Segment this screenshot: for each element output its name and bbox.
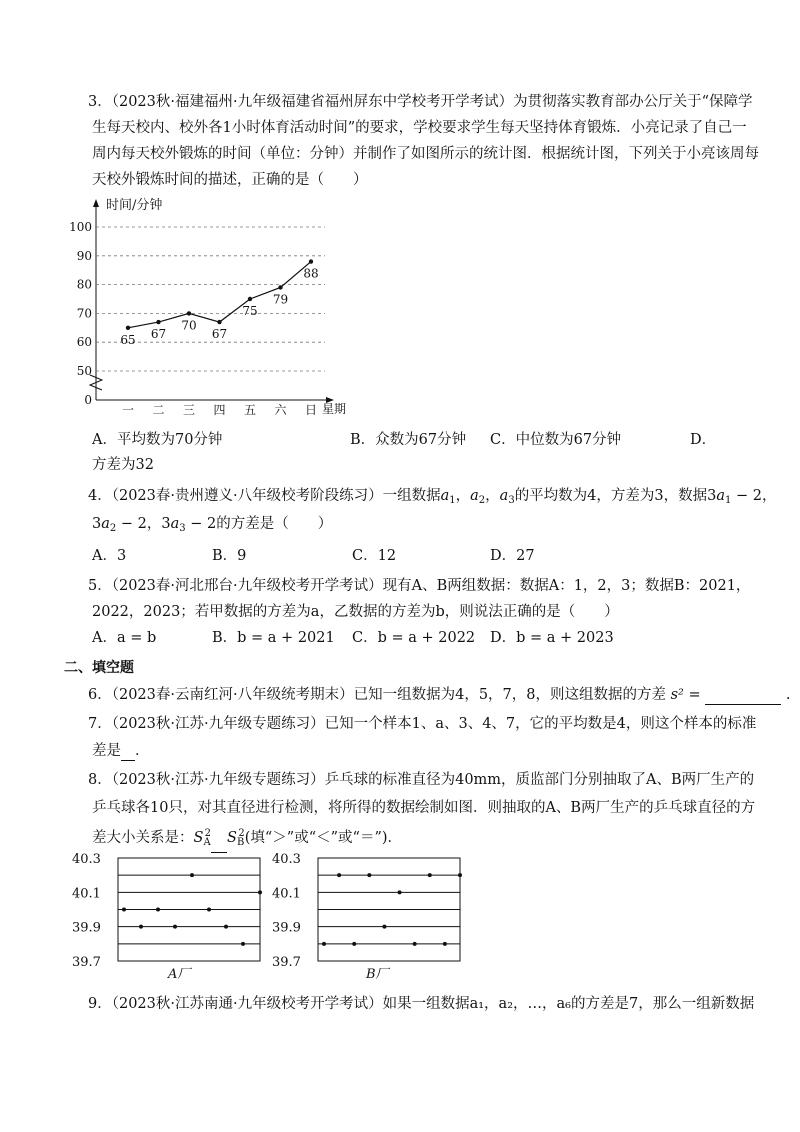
- q5-option-c: C．b = a + 2022: [352, 630, 476, 646]
- data-point: [187, 311, 191, 315]
- y-tick-label: 40.3: [72, 852, 101, 867]
- q4-option-d: D．27: [490, 548, 535, 564]
- q3-line-4: 天校外锻炼时间的描述，正确的是（ ）: [92, 172, 368, 188]
- q7-answer-blank[interactable]: [121, 740, 135, 761]
- q4-line-2: $3a_2 - 2$，$3a_3 - 2$的方差是（ ）: [92, 516, 333, 534]
- q4-option-c: C．12: [352, 548, 397, 564]
- y-tick-label: 70: [76, 306, 92, 321]
- factory-b-label: B厂: [366, 967, 389, 982]
- q5-line-2: 2022，2023；若甲数据的方差为a，乙数据的方差为b，则说法正确的是（ ）: [92, 604, 619, 620]
- data-point: [382, 925, 386, 929]
- q8-line-3: 差大小关系是：$S_A^2$ $S_B^2$(填“＞”或“＜”或“＝”)．: [92, 824, 402, 853]
- q7-line-2: [92, 740, 150, 761]
- q9-line-1: 9．（2023秋·江苏南通·九年级校考开学考试）如果一组数据a₁，a₂，…，a₆的方差是7，那么一组新数据: [88, 996, 755, 1012]
- weekly-exercise-line-chart: [60, 195, 360, 420]
- y-tick-label: 40.1: [272, 886, 301, 902]
- data-point: [207, 908, 211, 912]
- q4-option-b: B．9: [212, 548, 247, 564]
- data-point: [322, 942, 326, 946]
- data-label: 79: [272, 292, 289, 307]
- y-tick-label: 90: [76, 248, 92, 263]
- data-point: [139, 925, 143, 929]
- data-point: [126, 326, 130, 330]
- q3-option-b: B．众数为67分钟: [350, 432, 467, 448]
- x-tick-label: 五: [243, 403, 257, 417]
- q7-line-1: 7．（2023秋·江苏·九年级专题练习）已知一个样本1、a、3、4、7，它的平均数是4，则这个样本的标准: [88, 716, 757, 732]
- data-point: [156, 908, 160, 912]
- data-point: [248, 297, 252, 301]
- data-point: [224, 925, 228, 929]
- y-tick-label: 60: [76, 335, 92, 350]
- q3-option-c: C．中位数为67分钟: [490, 432, 622, 448]
- q6-text-pre: 6．（2023春·云南红河·八年级统考期末）已知一组数据为4，5，7，8，则这组数据的方差: [88, 687, 666, 703]
- q3-line-1: 3．（2023秋·福建福州·九年级福建省福州屏东中学校考开学考试）为贯彻落实教育部办公厅关于“保障学: [88, 94, 753, 110]
- q6-variance-symbol: s² =: [670, 687, 701, 703]
- q6-answer-blank[interactable]: [705, 684, 781, 705]
- q4-line1-mid: 的平均数为4，方差为3，数据: [514, 488, 708, 504]
- x-tick-label: 四: [213, 403, 226, 417]
- y-tick-label: 50: [76, 364, 92, 378]
- data-point: [398, 890, 402, 894]
- data-label: 65: [120, 332, 136, 347]
- x-tick-label: 六: [274, 403, 287, 417]
- x-tick-label: 三: [182, 403, 196, 417]
- data-label: 75: [242, 304, 258, 318]
- data-label: 67: [150, 327, 167, 342]
- q6-line: [88, 684, 790, 705]
- y-tick-label: 39.7: [72, 955, 101, 970]
- q6-text-post: .: [785, 687, 791, 703]
- q8-line3-post: (填“＞”或“＜”或“＝”)．: [244, 830, 403, 846]
- q7-line2-pre: 差是: [92, 743, 121, 759]
- factory-a-label: A厂: [168, 967, 191, 982]
- y-tick-label: 39.7: [272, 955, 301, 970]
- q8-line-2: 乒乓球各10只，对其直径进行检测，将所得的数据绘制如图．则抽取的A、B两厂生产的乒乓球直径的方: [92, 800, 756, 816]
- factory-a-diameter-chart: [68, 848, 268, 983]
- q3-line-3: 周内每天校外锻炼的时间（单位：分钟）并制作了如图所示的统计图．根据统计图，下列关于小亮该周每: [92, 146, 759, 162]
- data-point: [241, 942, 245, 946]
- q5-option-a: A．a = b: [92, 630, 157, 646]
- data-label: 88: [303, 266, 319, 281]
- y-tick-label: 40.3: [272, 852, 301, 867]
- data-point: [337, 873, 341, 877]
- data-point: [367, 873, 371, 877]
- data-point: [428, 873, 432, 877]
- data-label: 70: [181, 318, 197, 333]
- x-tick-label: 日: [304, 403, 318, 417]
- data-point: [258, 890, 262, 894]
- y-tick-label: 80: [76, 277, 92, 292]
- data-point: [190, 873, 194, 877]
- x-tick-label: 二: [152, 403, 165, 417]
- y-axis-arrow: [93, 199, 99, 207]
- y-tick-label: 100: [69, 220, 92, 234]
- q4-option-a: A．3: [92, 548, 127, 564]
- q8-line3-pre: 差大小关系是：: [92, 830, 194, 846]
- data-point: [122, 908, 126, 912]
- q8-line-1: 8．（2023秋·江苏·九年级专题练习）乒乓球的标准直径为40mm，质监部门分别抽取了A、B两厂生产的: [88, 772, 755, 788]
- data-point: [173, 925, 177, 929]
- y-tick-label: 39.9: [272, 920, 301, 936]
- y-tick-label: 40.1: [72, 886, 101, 902]
- x-tick-label: 一: [121, 403, 135, 417]
- chart-xlabel: 星期: [322, 402, 347, 416]
- q3-option-d: D．: [690, 432, 717, 448]
- data-point: [309, 259, 313, 263]
- data-point: [278, 285, 282, 289]
- q5-option-d: D．b = a + 2023: [490, 630, 614, 646]
- data-point: [352, 942, 356, 946]
- q5-line-1: 5．（2023春·河北邢台·九年级校考开学考试）现有A、B两组数据：数据A：1，2，3；数据B：2021，: [88, 578, 751, 594]
- section-title-fill-in: 二、填空题: [64, 660, 134, 676]
- q4-line2-post: 的方差是（ ）: [216, 516, 333, 532]
- data-point: [413, 942, 417, 946]
- chart-ylabel: 时间/分钟: [106, 198, 163, 213]
- q4-line1-pre: 4．（2023春·贵州遵义·八年级校考阶段练习）一组数据: [88, 488, 441, 504]
- q4-line-1: 4．（2023春·贵州遵义·八年级校考阶段练习）一组数据$a_1$，$a_2$，$a_3$的平均数为4，方差为3，数据$3a_1 - 2$，: [88, 488, 777, 506]
- data-label: 67: [211, 327, 228, 342]
- data-point: [217, 320, 221, 324]
- q3-line-2: 生每天校内、校外各1小时体育活动时间”的要求，学校要求学生每天坚持体育锻炼．小亮记录了自己一: [92, 120, 747, 136]
- y-tick-label: 39.9: [72, 920, 101, 936]
- q7-line2-post: ．: [135, 743, 150, 759]
- data-point: [443, 942, 447, 946]
- data-point: [458, 873, 462, 877]
- q3-option-d-cont: 方差为32: [92, 457, 154, 473]
- y-tick-label: 0: [84, 393, 92, 407]
- q3-option-a: A．平均数为70分钟: [92, 432, 223, 448]
- q5-option-b: B．b = a + 2021: [212, 630, 335, 646]
- data-point: [156, 320, 160, 324]
- factory-b-diameter-chart: [268, 848, 468, 983]
